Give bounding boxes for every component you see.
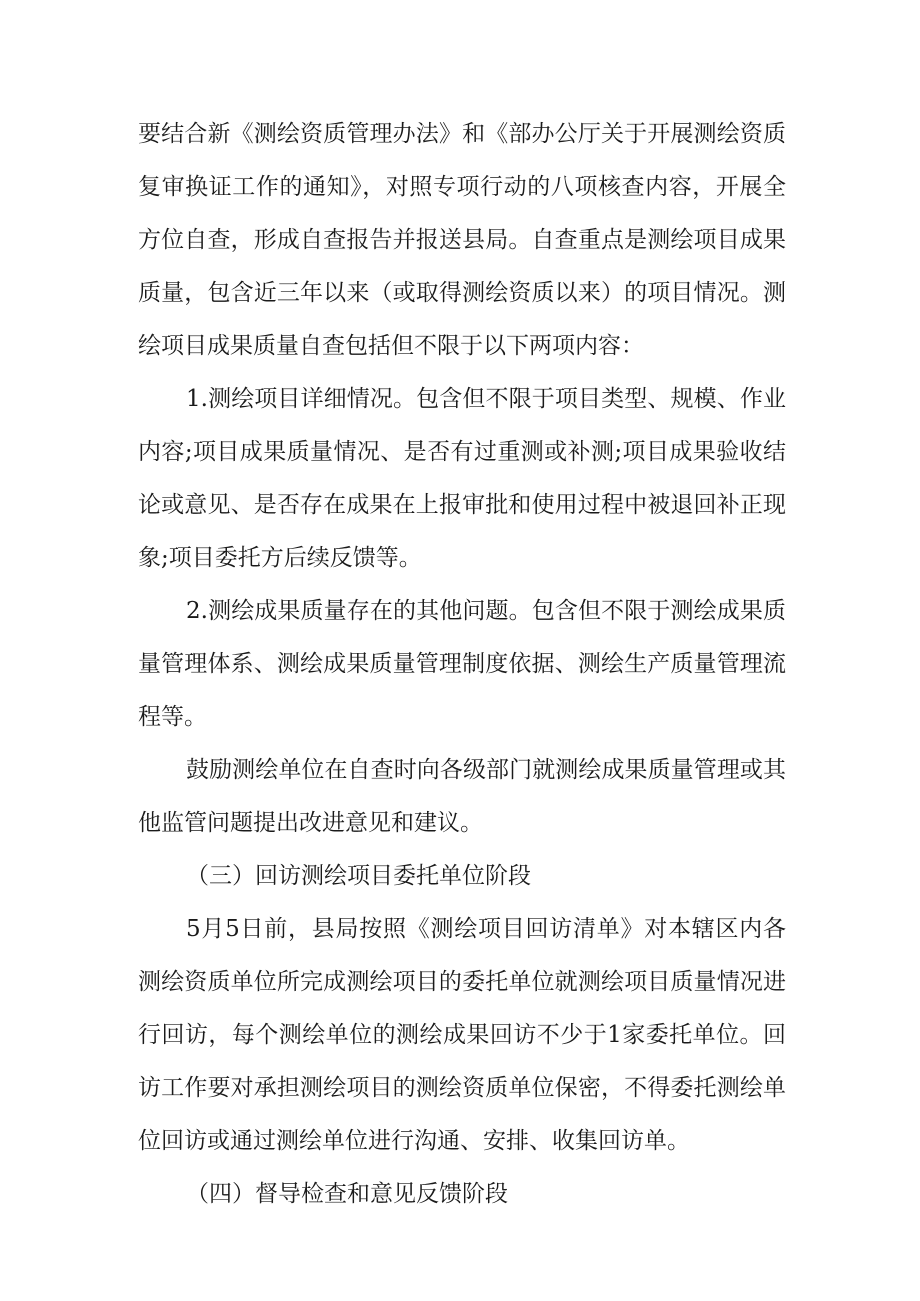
paragraph-line: 5月5日前，县局按照《测绘项目回访清单》对本辖区内各 <box>186 916 786 942</box>
paragraph-line: 行回访，每个测绘单位的测绘成果回访不少于1家委托单位。回 <box>138 1022 786 1048</box>
paragraph-line: 绘项目成果质量自查包括但不限于以下两项内容： <box>138 333 644 359</box>
list-item-line: 量管理体系、测绘成果质量管理制度依据、测绘生产质量管理流 <box>138 651 786 677</box>
section-heading: （四）督导检查和意见反馈阶段 <box>186 1181 508 1207</box>
paragraph-line: 复审换证工作的通知》，对照专项行动的八项核查内容，开展全 <box>138 174 786 200</box>
list-item-line: 1.测绘项目详细情况。包含但不限于项目类型、规模、作业 <box>186 386 786 412</box>
paragraph-line: 质量，包含近三年以来（或取得测绘资质以来）的项目情况。测 <box>138 280 786 306</box>
list-item-line: 论或意见、是否存在成果在上报审批和使用过程中被退回补正现 <box>138 492 786 518</box>
paragraph-line: 鼓励测绘单位在自查时向各级部门就测绘成果质量管理或其 <box>186 757 786 783</box>
list-item-line: 象;项目委托方后续反馈等。 <box>138 545 422 571</box>
paragraph-line: 访工作要对承担测绘项目的测绘资质单位保密，不得委托测绘单 <box>138 1075 786 1101</box>
list-item-line: 2.测绘成果质量存在的其他问题。包含但不限于测绘成果质 <box>186 598 786 624</box>
list-item-line: 内容;项目成果质量情况、是否有过重测或补测;项目成果验收结 <box>138 439 786 465</box>
list-item-line: 程等。 <box>138 704 207 730</box>
paragraph-line: 要结合新《测绘资质管理办法》和《部办公厅关于开展测绘资质 <box>138 121 786 147</box>
section-heading: （三）回访测绘项目委托单位阶段 <box>186 863 531 889</box>
paragraph-line: 测绘资质单位所完成测绘项目的委托单位就测绘项目质量情况进 <box>138 969 786 995</box>
paragraph-line: 方位自查，形成自查报告并报送县局。自查重点是测绘项目成果 <box>138 227 786 253</box>
paragraph-line: 他监管问题提出改进意见和建议。 <box>138 810 483 836</box>
paragraph-line: 位回访或通过测绘单位进行沟通、安排、收集回访单。 <box>138 1128 690 1154</box>
